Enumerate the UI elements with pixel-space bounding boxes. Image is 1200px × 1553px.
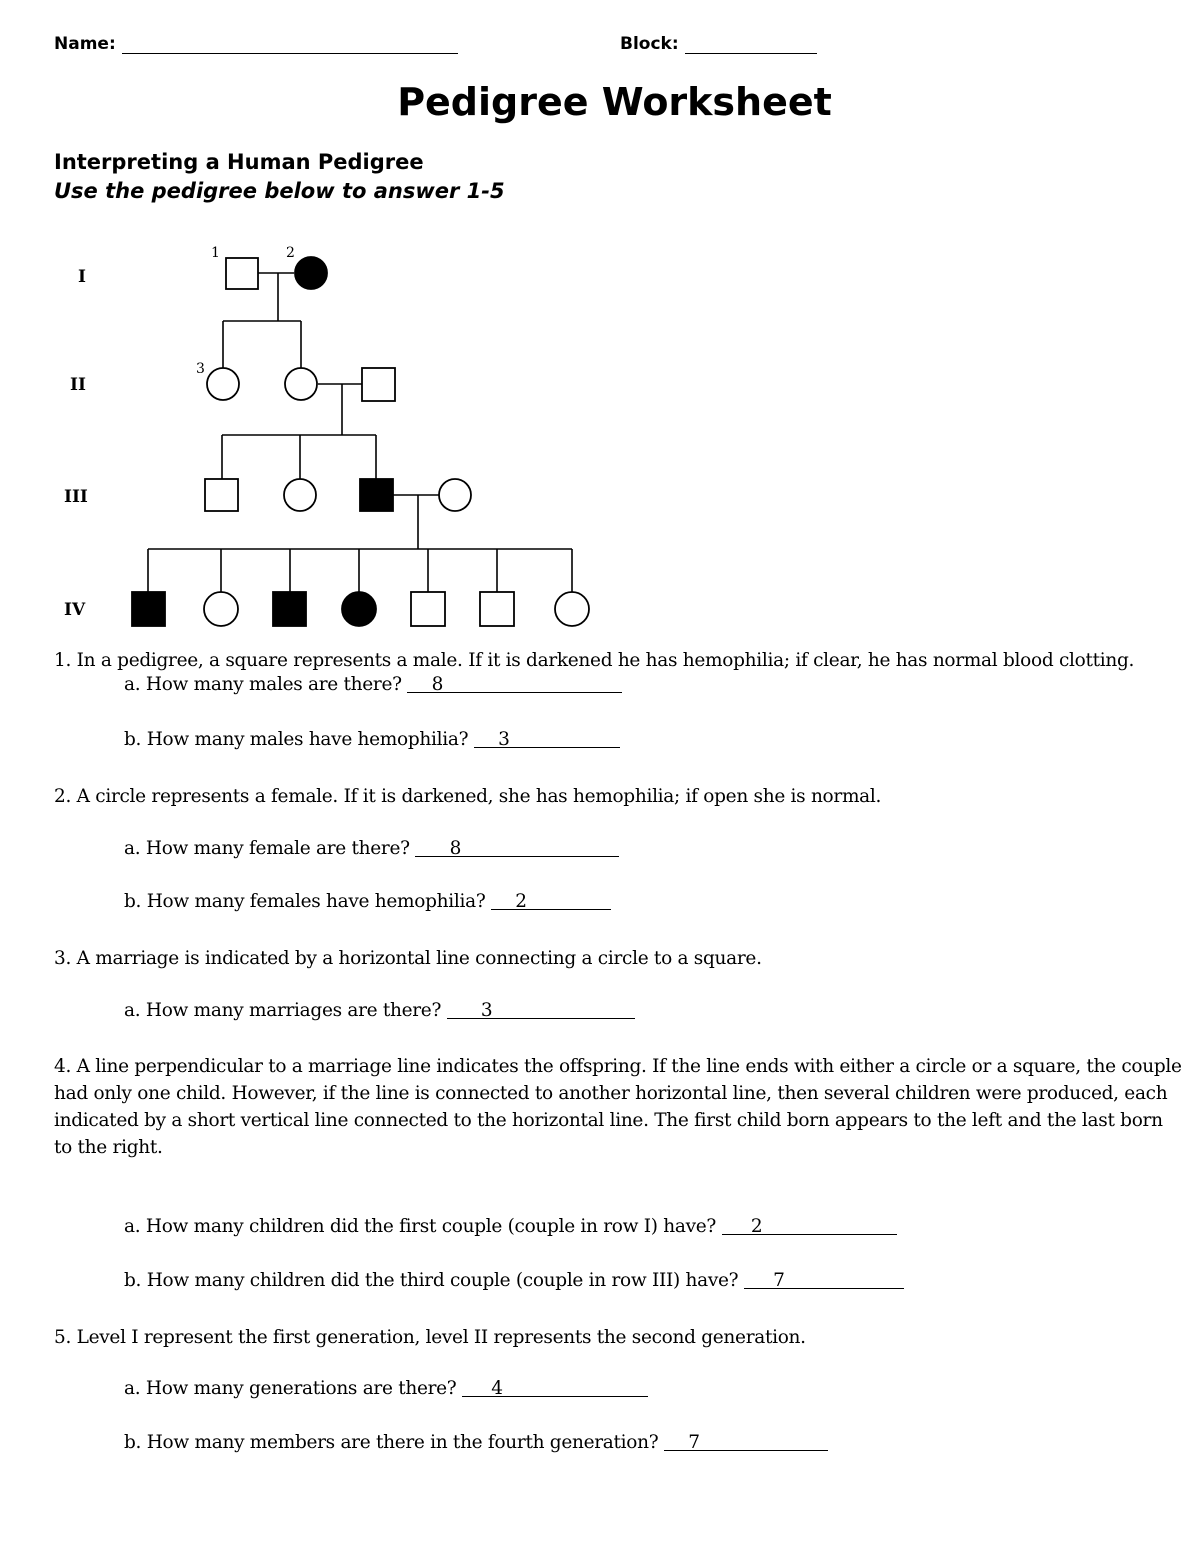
- male-unaffected: [480, 592, 514, 626]
- answer-1b: 3: [498, 729, 510, 750]
- male-affected: [360, 479, 393, 511]
- answer-blank[interactable]: [744, 1270, 904, 1289]
- section-title: Interpreting a Human Pedigree: [54, 150, 424, 174]
- individual-number-2: 2: [286, 245, 295, 261]
- individual-number-3: 3: [196, 361, 205, 377]
- answer-5b: 7: [688, 1432, 700, 1453]
- question-1b: b. How many males have hemophilia? 3: [124, 729, 620, 750]
- generation-label-i: I: [78, 267, 86, 287]
- answer-blank[interactable]: [447, 1000, 635, 1019]
- answer-4b: 7: [773, 1270, 785, 1291]
- question-5-text: 5. Level I represent the first generation, level II represents the second generation.: [54, 1327, 806, 1348]
- answer-1a: 8: [431, 674, 444, 695]
- generation-label-iv: IV: [64, 600, 86, 620]
- female-unaffected: [439, 479, 471, 511]
- male-unaffected: [362, 368, 395, 401]
- question-4-text: 4. A line perpendicular to a marriage line indicates the offspring. If the line ends with either a circle or a square, the couple had only one child. However, if the line is connected to another horizontal line, then several children were produced, each indicated by a short vertical line connected to the horizontal line. The first child born appears to the left and the last born to the right.: [54, 1056, 1182, 1158]
- answer-5a: 4: [491, 1378, 503, 1399]
- question-1-text: 1. In a pedigree, a square represents a male. If it is darkened he has hemophilia; if clear, he has normal blood clotting.: [54, 650, 1135, 671]
- question-5a: a. How many generations are there? 4: [124, 1378, 648, 1399]
- individual-number-1: 1: [211, 245, 220, 261]
- question-2a: a. How many female are there? 8: [124, 838, 619, 859]
- answer-blank[interactable]: [474, 729, 620, 748]
- question-1a: a. How many males are there? 8: [124, 674, 622, 695]
- answer-blank[interactable]: [664, 1432, 828, 1451]
- question-3a: a. How many marriages are there? 3: [124, 1000, 635, 1021]
- question-5b: b. How many members are there in the fourth generation? 7: [124, 1432, 828, 1453]
- answer-blank[interactable]: [415, 838, 619, 857]
- generation-label-iii: III: [64, 487, 88, 507]
- question-4b: b. How many children did the third couple (couple in row III) have? 7: [124, 1270, 904, 1291]
- question-4a: a. How many children did the first couple (couple in row I) have? 2: [124, 1216, 897, 1237]
- male-unaffected: [411, 592, 445, 626]
- female-affected: [342, 592, 376, 626]
- answer-2a: 8: [449, 838, 462, 859]
- female-unaffected: [284, 479, 316, 511]
- answer-blank[interactable]: [462, 1378, 648, 1397]
- answer-blank[interactable]: [407, 674, 622, 693]
- female-unaffected: [555, 592, 589, 626]
- male-affected: [273, 592, 306, 626]
- female-unaffected: [285, 368, 317, 400]
- question-2-text: 2. A circle represents a female. If it is darkened, she has hemophilia; if open she is normal.: [54, 786, 882, 807]
- female-unaffected: [204, 592, 238, 626]
- male-unaffected: [226, 258, 258, 289]
- answer-2b: 2: [515, 891, 527, 912]
- name-label: Name:: [54, 34, 116, 54]
- answer-blank[interactable]: [722, 1216, 897, 1235]
- block-label: Block:: [620, 34, 679, 54]
- generation-label-ii: II: [70, 375, 86, 395]
- section-subtitle: Use the pedigree below to answer 1-5: [54, 179, 505, 203]
- male-affected: [132, 592, 165, 626]
- pedigree-diagram: [0, 0, 1200, 650]
- female-unaffected: [207, 368, 239, 400]
- male-unaffected: [205, 479, 238, 511]
- answer-blank[interactable]: [491, 891, 611, 910]
- question-3-text: 3. A marriage is indicated by a horizontal line connecting a circle to a square.: [54, 948, 762, 969]
- question-2b: b. How many females have hemophilia? 2: [124, 891, 611, 912]
- female-affected: [295, 257, 327, 289]
- page-title: Pedigree Worksheet: [397, 80, 832, 124]
- answer-3a: 3: [480, 1000, 493, 1021]
- answer-4a: 2: [750, 1216, 763, 1237]
